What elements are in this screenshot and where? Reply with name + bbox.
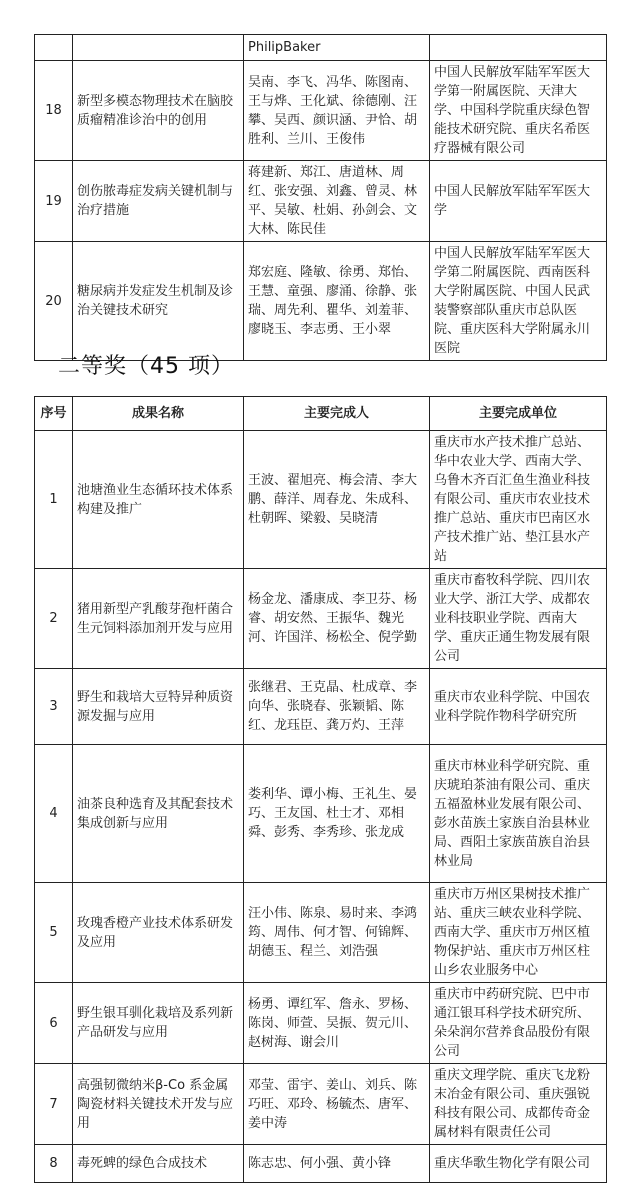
second-prize-table [34, 396, 607, 1183]
row-number: 18 [35, 61, 73, 161]
row-number: 2 [35, 569, 73, 669]
main-contributors: 杨金龙、潘康成、李卫芬、杨睿、胡安然、王振华、魏光河、许国洋、杨松全、倪学勤 [244, 569, 430, 669]
project-name: 野生和栽培大豆特异种质资源发掘与应用 [73, 669, 244, 745]
table-row [35, 883, 607, 983]
project-name: 猪用新型产乳酸芽孢杆菌合生元饲料添加剂开发与应用 [73, 569, 244, 669]
table-row [35, 61, 607, 161]
project-name: 油茶良种选育及其配套技术集成创新与应用 [73, 745, 244, 883]
header-contributors: 主要完成人 [244, 397, 430, 431]
project-name: 毒死蜱的绿色合成技术 [73, 1145, 244, 1183]
project-name [73, 35, 244, 61]
table-row [35, 431, 607, 569]
main-units: 重庆市水产技术推广总站、华中农业大学、西南大学、乌鲁木齐百汇鱼生渔业科技有限公司、重庆市农业技术推广总站、重庆市巴南区水产技术推广站、垫江县水产站 [430, 431, 607, 569]
main-units: 重庆市农业科学院、中国农业科学院作物科学研究所 [430, 669, 607, 745]
header-units: 主要完成单位 [430, 397, 607, 431]
row-number: 5 [35, 883, 73, 983]
row-number: 20 [35, 242, 73, 361]
main-contributors: 张继君、王克晶、杜成章、李向华、张晓春、张颖韬、陈红、龙珏臣、龚万灼、王萍 [244, 669, 430, 745]
table-row [35, 35, 607, 61]
project-name: 池塘渔业生态循环技术体系构建及推广 [73, 431, 244, 569]
main-units: 重庆市林业科学研究院、重庆琥珀茶油有限公司、重庆五福盈林业发展有限公司、彭水苗族土家族自治县林业局、酉阳土家族苗族自治县林业局 [430, 745, 607, 883]
main-contributors: 王波、翟旭亮、梅会清、李大鹏、薛洋、周春龙、朱成科、杜朝晖、梁毅、吴晓清 [244, 431, 430, 569]
table-row [35, 983, 607, 1064]
row-number: 1 [35, 431, 73, 569]
main-contributors: 杨勇、谭红军、詹永、罗杨、陈岗、师萱、吴振、贺元川、赵树海、谢会川 [244, 983, 430, 1064]
main-contributors: 娄利华、谭小梅、王礼生、晏巧、王友国、杜士才、邓相舜、彭秀、李秀珍、张龙成 [244, 745, 430, 883]
table-row [35, 1145, 607, 1183]
row-number: 3 [35, 669, 73, 745]
table-row [35, 669, 607, 745]
header-number: 序号 [35, 397, 73, 431]
header-project-name: 成果名称 [73, 397, 244, 431]
table-row [35, 242, 607, 361]
project-name: 高强韧微纳米β-Co 系金属陶瓷材料关键技术开发与应用 [73, 1064, 244, 1145]
row-number [35, 35, 73, 61]
main-units: 重庆市畜牧科学院、四川农业大学、浙江大学、成都农业科技职业学院、西南大学、重庆正通生物发展有限公司 [430, 569, 607, 669]
table-header-row [35, 397, 607, 431]
main-units: 中国人民解放军陆军军医大学 [430, 161, 607, 242]
main-units: 重庆华歌生物化学有限公司 [430, 1145, 607, 1183]
project-name: 玫瑰香橙产业技术体系研发及应用 [73, 883, 244, 983]
main-units: 重庆市万州区果树技术推广站、重庆三峡农业科学院、西南大学、重庆市万州区植物保护站、重庆市万州区柱山乡农业服务中心 [430, 883, 607, 983]
prev-awards-table [34, 34, 607, 361]
section-title: 二等奖（45 项） [58, 354, 234, 379]
main-contributors: 汪小伟、陈泉、易时来、李鸿筠、周伟、何才智、何锦辉、胡德玉、程兰、刘浩强 [244, 883, 430, 983]
main-contributors: 郑宏庭、隆敏、徐勇、郑怡、王慧、童强、廖涌、徐静、张瑞、周先利、瞿华、刘羞菲、廖晓玉、李志勇、王小翠 [244, 242, 430, 361]
table-row [35, 161, 607, 242]
main-units: 重庆文理学院、重庆飞龙粉末冶金有限公司、重庆强锐科技有限公司、成都传奇金属材料有限责任公司 [430, 1064, 607, 1145]
main-contributors: 邓莹、雷宇、姜山、刘兵、陈巧旺、邓玲、杨毓杰、唐军、姜中涛 [244, 1064, 430, 1145]
main-contributors: 蒋建新、郑江、唐道林、周红、张安强、刘鑫、曾灵、林平、吴敏、杜娟、孙剑会、文大林、陈民佳 [244, 161, 430, 242]
project-name: 新型多模态物理技术在脑胶质瘤精准诊治中的创用 [73, 61, 244, 161]
row-number: 19 [35, 161, 73, 242]
table-row [35, 569, 607, 669]
main-contributors: 陈志忠、何小强、黄小锋 [244, 1145, 430, 1183]
main-units: 中国人民解放军陆军军医大学第二附属医院、西南医科大学附属医院、中国人民武装警察部队重庆市总队医院、重庆医科大学附属永川医院 [430, 242, 607, 361]
main-contributors: PhilipBaker [244, 35, 430, 61]
row-number: 6 [35, 983, 73, 1064]
project-name: 糖尿病并发症发生机制及诊治关键技术研究 [73, 242, 244, 361]
row-number: 7 [35, 1064, 73, 1145]
project-name: 野生银耳驯化栽培及系列新产品研发与应用 [73, 983, 244, 1064]
row-number: 8 [35, 1145, 73, 1183]
main-contributors: 吴南、李飞、冯华、陈图南、王与烨、王化斌、徐德刚、汪攀、吴西、颜识涵、尹恰、胡胜利、兰川、王俊伟 [244, 61, 430, 161]
row-number: 4 [35, 745, 73, 883]
main-units: 重庆市中药研究院、巴中市通江银耳科学技术研究所、朵朵润尔营养食品股份有限公司 [430, 983, 607, 1064]
main-units: 中国人民解放军陆军军医大学第一附属医院、天津大学、中国科学院重庆绿色智能技术研究院、重庆名希医疗器械有限公司 [430, 61, 607, 161]
project-name: 创伤脓毒症发病关键机制与治疗措施 [73, 161, 244, 242]
main-units [430, 35, 607, 61]
table-row [35, 1064, 607, 1145]
table-row [35, 745, 607, 883]
